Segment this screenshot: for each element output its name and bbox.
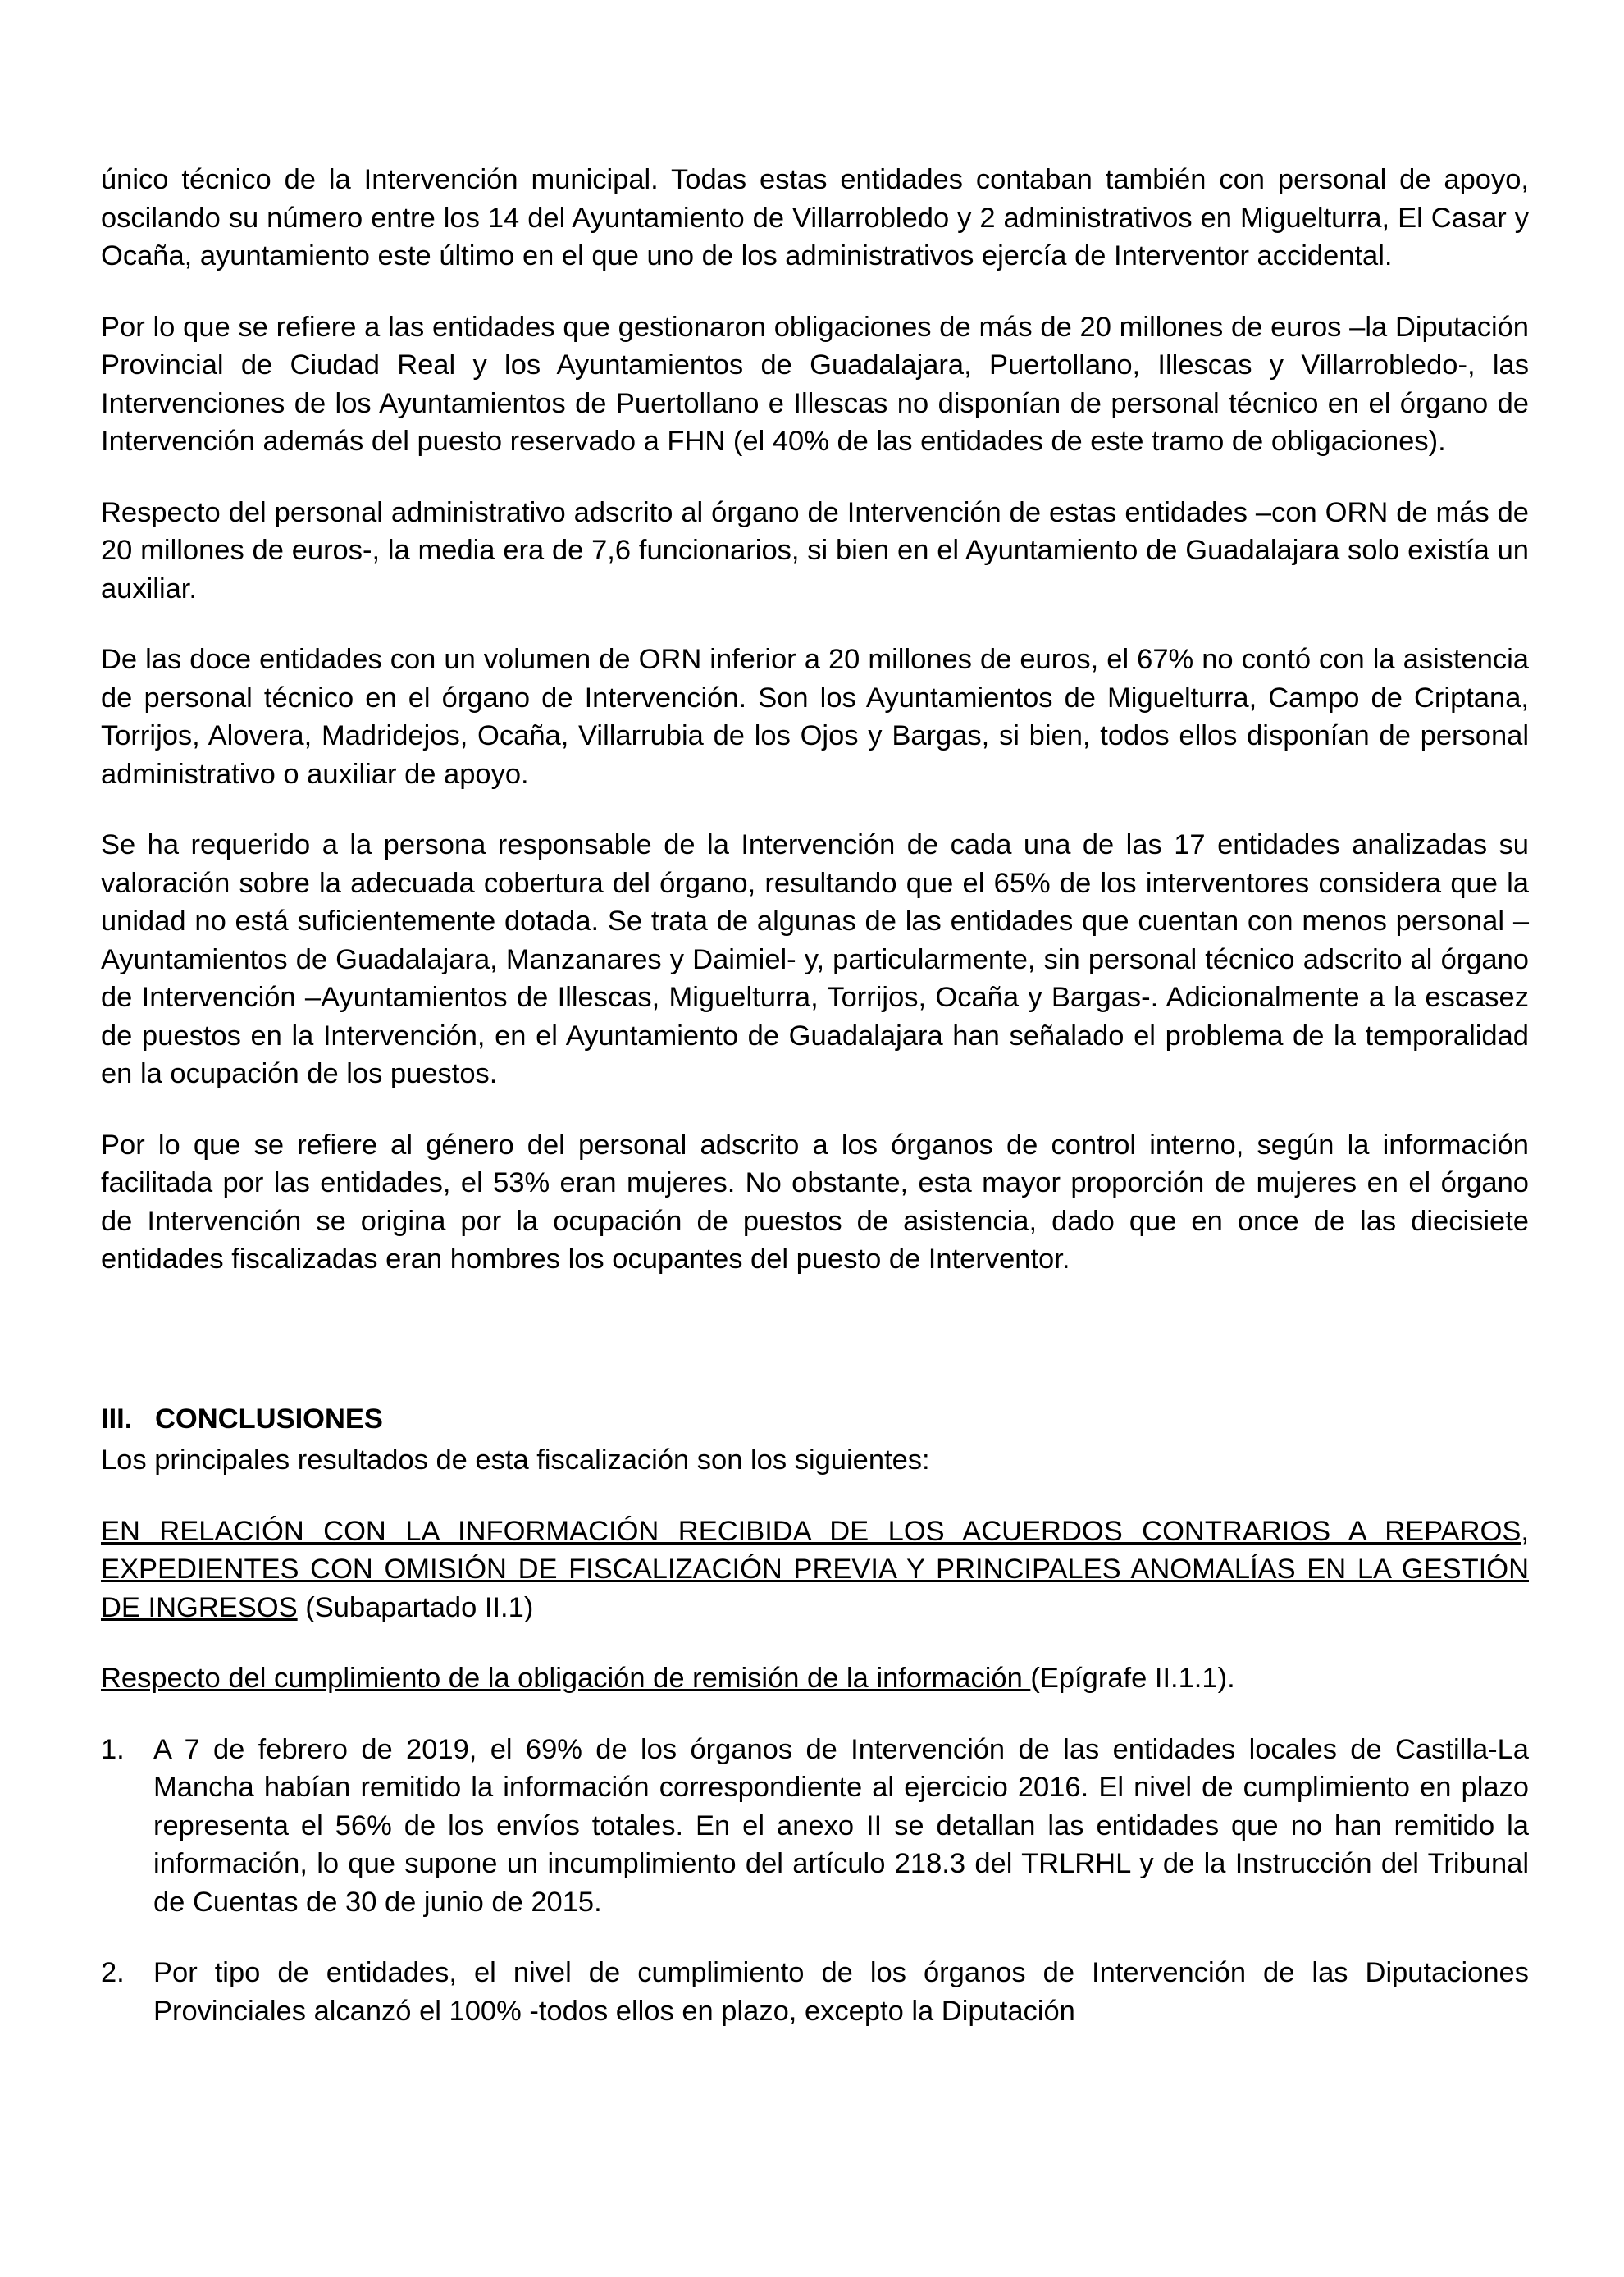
document-page xyxy=(101,161,1529,2063)
subsection-heading xyxy=(101,1513,1529,1627)
paragraph-5: Se ha requerido a la persona responsable de la Intervención de cada una de las 17 entidades analizadas su valoración sobre la adecuada cobertura del órgano, resultando que el 65% de los interventores considera que la unidad no está suficientemente dotada. Se trata de algunas de las entidades que cuentan con menos personal –Ayuntamientos de Guadalajara, Manzanares y Daimiel- y, particularmente, sin personal técnico adscrito al órgano de Intervención –Ayuntamientos de Illescas, Miguelturra, Torrijos, Ocaña y Bargas-. Adicionalmente a la escasez de puestos en la Intervención, en el Ayuntamiento de Guadalajara han señalado el problema de la temporalidad en la ocupación de los puestos. xyxy=(101,829,1529,1089)
list-item xyxy=(101,1954,1529,2030)
list-item xyxy=(101,1731,1529,1922)
epigrafe-heading-underlined: Respecto del cumplimiento de la obligación de remisión de la información xyxy=(101,1663,1031,1694)
epigrafe-heading-reference: (Epígrafe II.1.1). xyxy=(1030,1663,1235,1694)
paragraph-2: Por lo que se refiere a las entidades que gestionaron obligaciones de más de 20 millones de euros –la Diputación Provincial de Ciudad Real y los Ayuntamientos de Guadalajara, Puertollano, Illescas y Villarrobledo-, las Intervenciones de los Ayuntamientos de Puertollano e Illescas no disponían de personal técnico en el órgano de Intervención además del puesto reservado a FHN (el 40% de las entidades de este tramo de obligaciones). xyxy=(101,311,1529,457)
list-item-text: Por tipo de entidades, el nivel de cumplimiento de los órganos de Intervención de las Diputaciones Provinciales alcanzó el 100% -todos ellos en plazo, excepto la Diputación xyxy=(153,1957,1529,2027)
paragraph-3: Respecto del personal administrativo adscrito al órgano de Intervención de estas entidades –con ORN de más de 20 millones de euros-, la media era de 7,6 funcionarios, si bien en el Ayuntamiento de Guadalajara solo existía un auxiliar. xyxy=(101,496,1529,605)
epigrafe-heading xyxy=(101,1659,1529,1698)
section-heading xyxy=(101,1400,1529,1439)
list-item-text: A 7 de febrero de 2019, el 69% de los órganos de Intervención de las entidades locales de Castilla-La Mancha habían remitido la información correspondiente al ejercicio 2016. El nivel de cumplimiento en plazo representa el 56% de los envíos totales. En el anexo II se detallan las entidades que no han remitido la información, lo que supone un incumplimiento del artículo 218.3 del TRLRHL y de la Instrucción del Tribunal de Cuentas de 30 de junio de 2015. xyxy=(153,1733,1529,1918)
list-item-number: 2. xyxy=(101,1957,125,1988)
section-number: III. xyxy=(101,1403,133,1435)
subsection-heading-reference: (Subapartado II.1) xyxy=(297,1591,534,1623)
list-item-number: 1. xyxy=(101,1733,125,1765)
paragraph-4: De las doce entidades con un volumen de ORN inferior a 20 millones de euros, el 67% no contó con la asistencia de personal técnico en el órgano de Intervención. Son los Ayuntamientos de Miguelturra, Campo de Criptana, Torrijos, Alovera, Madridejos, Ocaña, Villarrubia de los Ojos y Bargas, si bien, todos ellos disponían de personal administrativo o auxiliar de apoyo. xyxy=(101,644,1529,790)
paragraph-6: Por lo que se refiere al género del personal adscrito a los órganos de control interno, según la información facilitada por las entidades, el 53% eran mujeres. No obstante, esta mayor proporción de mujeres en el órgano de Intervención se origina por la ocupación de puestos de asistencia, dado que en once de las diecisiete entidades fiscalizadas eran hombres los ocupantes del puesto de Interventor. xyxy=(101,1129,1529,1275)
paragraph-1: único técnico de la Intervención municipal. Todas estas entidades contaban también con personal de apoyo, oscilando su número entre los 14 del Ayuntamiento de Villarrobledo y 2 administrativos en Miguelturra, El Casar y Ocaña, ayuntamiento este último en el que uno de los administrativos ejercía de Interventor accidental. xyxy=(101,164,1529,272)
section-title: CONCLUSIONES xyxy=(155,1403,383,1435)
section-intro: Los principales resultados de esta fiscalización son los siguientes: xyxy=(101,1444,930,1476)
subsection-heading-underlined: EN RELACIÓN CON LA INFORMACIÓN RECIBIDA DE LOS ACUERDOS CONTRARIOS A REPAROS, EXPEDIENTES CON OMISIÓN DE FISCALIZACIÓN PREVIA Y PRINCIPALES ANOMALÍAS EN LA GESTIÓN DE INGRESOS xyxy=(101,1515,1529,1623)
